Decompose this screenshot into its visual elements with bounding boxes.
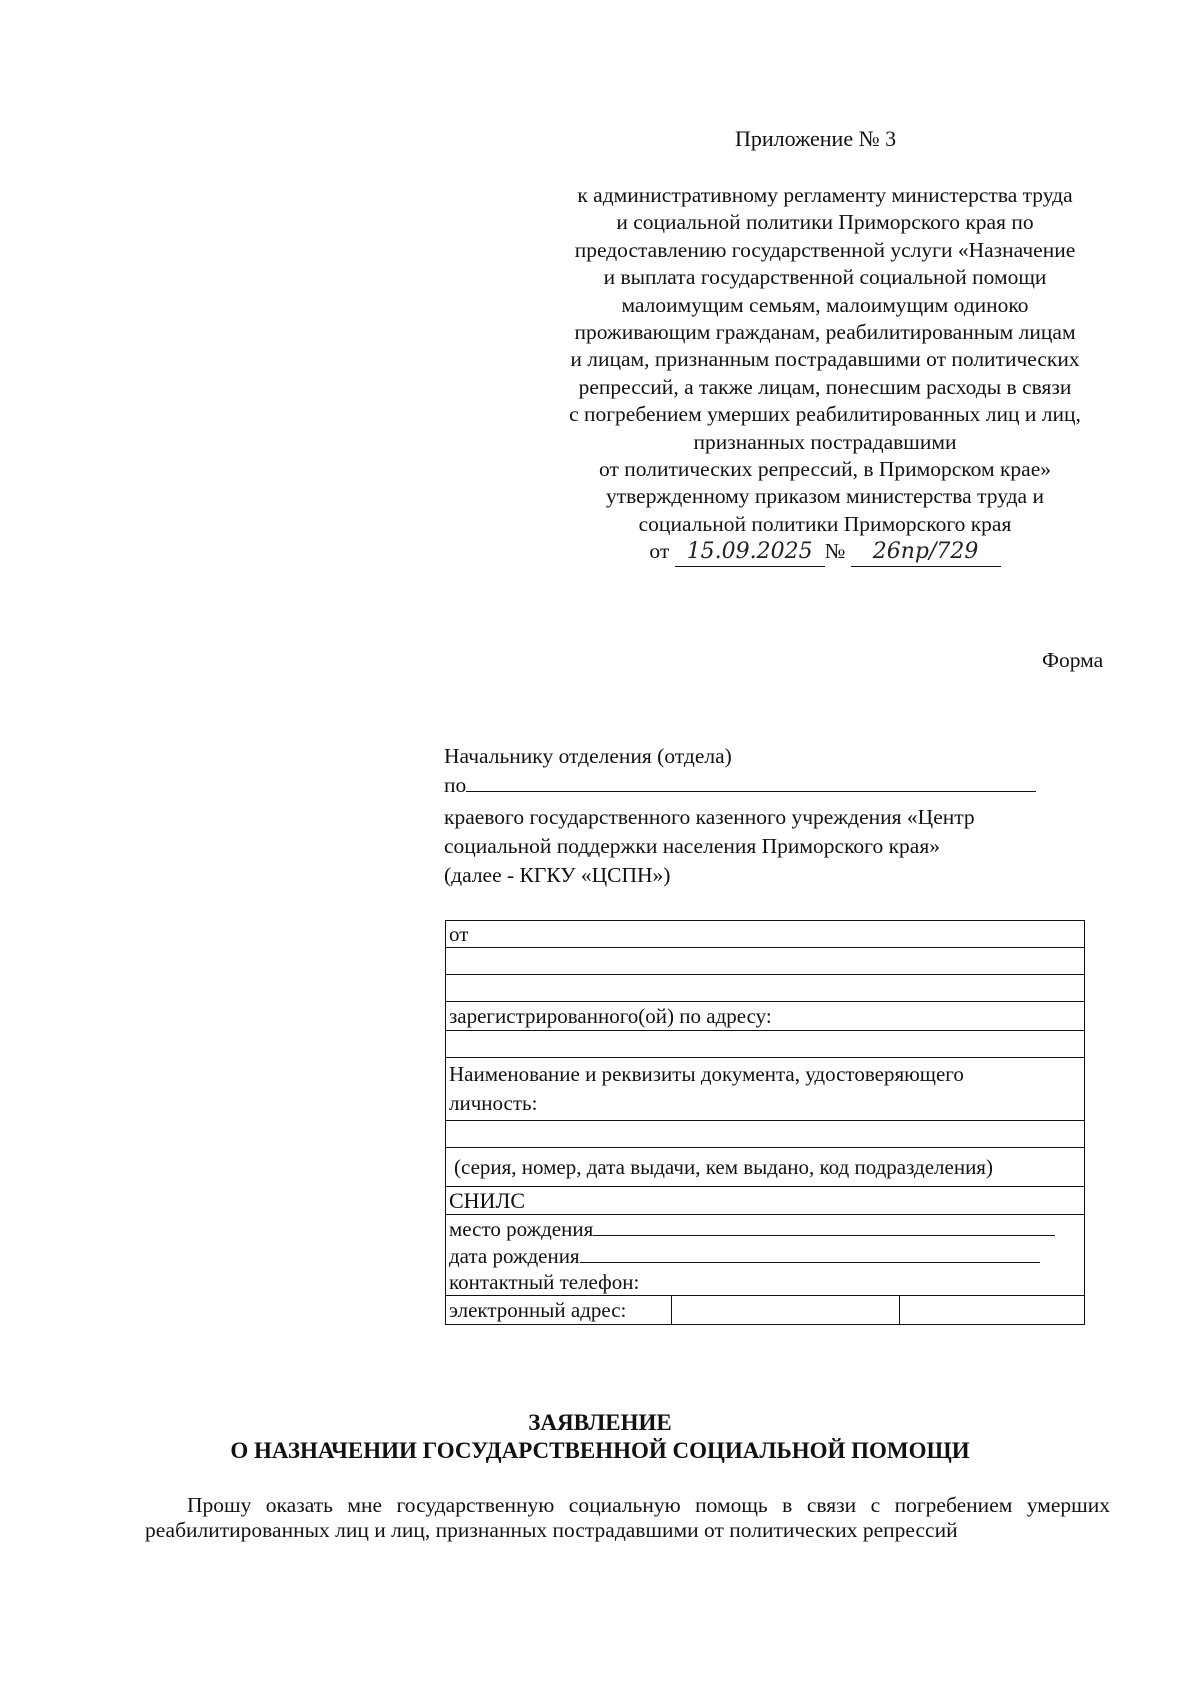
form-label: Форма <box>1042 648 1104 672</box>
registered-row[interactable] <box>446 1002 1084 1031</box>
org-line: социальной поддержки населения Приморского края» <box>444 834 940 858</box>
appendix-line: к административному регламенту министерства труда <box>577 183 1073 207</box>
email-cell-2[interactable] <box>900 1296 1084 1324</box>
birthdate-fill-line[interactable] <box>580 1242 1040 1263</box>
snils-row[interactable] <box>446 1187 1084 1215</box>
address-blank-row[interactable] <box>446 1031 1084 1058</box>
from-prefix: от <box>649 539 670 564</box>
statement-text: Прошу оказать мне государственную социальную помощь в связи с погребением умерших реабилитированных лиц и лиц, признанных пострадавшими от политических репрессий <box>145 1493 1110 1542</box>
blank-row[interactable] <box>446 975 1084 1002</box>
phone-row[interactable] <box>446 1269 1084 1296</box>
appendix-line: предоставлению государственной услуги «Назначение <box>574 237 1076 262</box>
appendix-description <box>530 182 1120 567</box>
appendix-line: с погребением умерших реабилитированных лиц и лиц, <box>569 402 1081 427</box>
addressee-line: Начальнику отделения (отдела) <box>444 744 732 768</box>
appendix-line: признанных пострадавшими <box>693 429 957 454</box>
appendix-line: утвержденному приказом министерства труда и <box>606 484 1044 509</box>
statement-body <box>145 1493 1110 1543</box>
appendix-line: проживающим гражданам, реабилитированным лицам <box>574 320 1076 345</box>
birthplace-label: место рождения <box>449 1217 594 1241</box>
appendix-line: и выплата государственной социальной помощи <box>603 265 1047 290</box>
appendix-line: репрессий, а также лицам, понесшим расходы в связи <box>578 374 1072 399</box>
appendix-line: и лицам, признанным пострадавшими от политических <box>570 347 1080 372</box>
org-line: краевого государственного казенного учреждения «Центр <box>444 805 975 829</box>
from-row[interactable] <box>446 921 1084 948</box>
document-hint-row <box>446 1148 1084 1187</box>
snils-label: СНИЛС <box>449 1188 526 1213</box>
appendix-line: малоимущим семьям, малоимущим одиноко <box>621 292 1029 317</box>
appendix-line: и социальной политики Приморского края по <box>616 210 1034 235</box>
org-line: (далее - КГКУ «ЦСПН») <box>444 863 671 887</box>
document-label-line: Наименование и реквизиты документа, удостоверяющего <box>449 1062 964 1086</box>
email-cell-1[interactable] <box>672 1296 900 1324</box>
birthdate-row[interactable] <box>446 1242 1084 1269</box>
email-label: электронный адрес: <box>446 1296 672 1324</box>
po-prefix: по <box>444 773 467 797</box>
birthdate-label: дата рождения <box>449 1244 580 1268</box>
addressee-po-line <box>444 771 1036 800</box>
order-date-number <box>530 538 1120 566</box>
birthplace-row[interactable] <box>446 1215 1084 1242</box>
document-hint: (серия, номер, дата выдачи, кем выдано, код подразделения) <box>454 1155 993 1179</box>
addressee-block <box>444 742 1036 800</box>
document-label-row <box>446 1058 1084 1121</box>
organization-block <box>444 803 975 890</box>
number-prefix: № <box>824 539 846 564</box>
statement-title: ЗАЯВЛЕНИЕ <box>528 1410 672 1435</box>
registered-label: зарегистрированного(ой) по адресу: <box>449 1004 772 1028</box>
statement-subtitle: О НАЗНАЧЕНИИ ГОСУДАРСТВЕННОЙ СОЦИАЛЬНОЙ ПОМОЩИ <box>230 1438 970 1463</box>
appendix-line: от политических репрессий, в Приморском крае» <box>599 457 1051 482</box>
po-fill-line[interactable] <box>466 771 1036 792</box>
phone-label: контактный телефон: <box>449 1270 640 1294</box>
birthplace-fill-line[interactable] <box>593 1215 1055 1236</box>
handwritten-date: 15.09.2025 <box>675 538 825 566</box>
email-row <box>446 1296 1084 1324</box>
appendix-title: Приложение № 3 <box>735 126 897 151</box>
blank-row[interactable] <box>446 948 1084 975</box>
document-blank-row[interactable] <box>446 1121 1084 1148</box>
handwritten-number: 26пр/729 <box>851 538 1001 566</box>
applicant-table <box>445 920 1085 1325</box>
appendix-line: социальной политики Приморского края <box>638 511 1012 536</box>
from-label: от <box>449 922 469 946</box>
document-label-line: личность: <box>449 1091 538 1115</box>
